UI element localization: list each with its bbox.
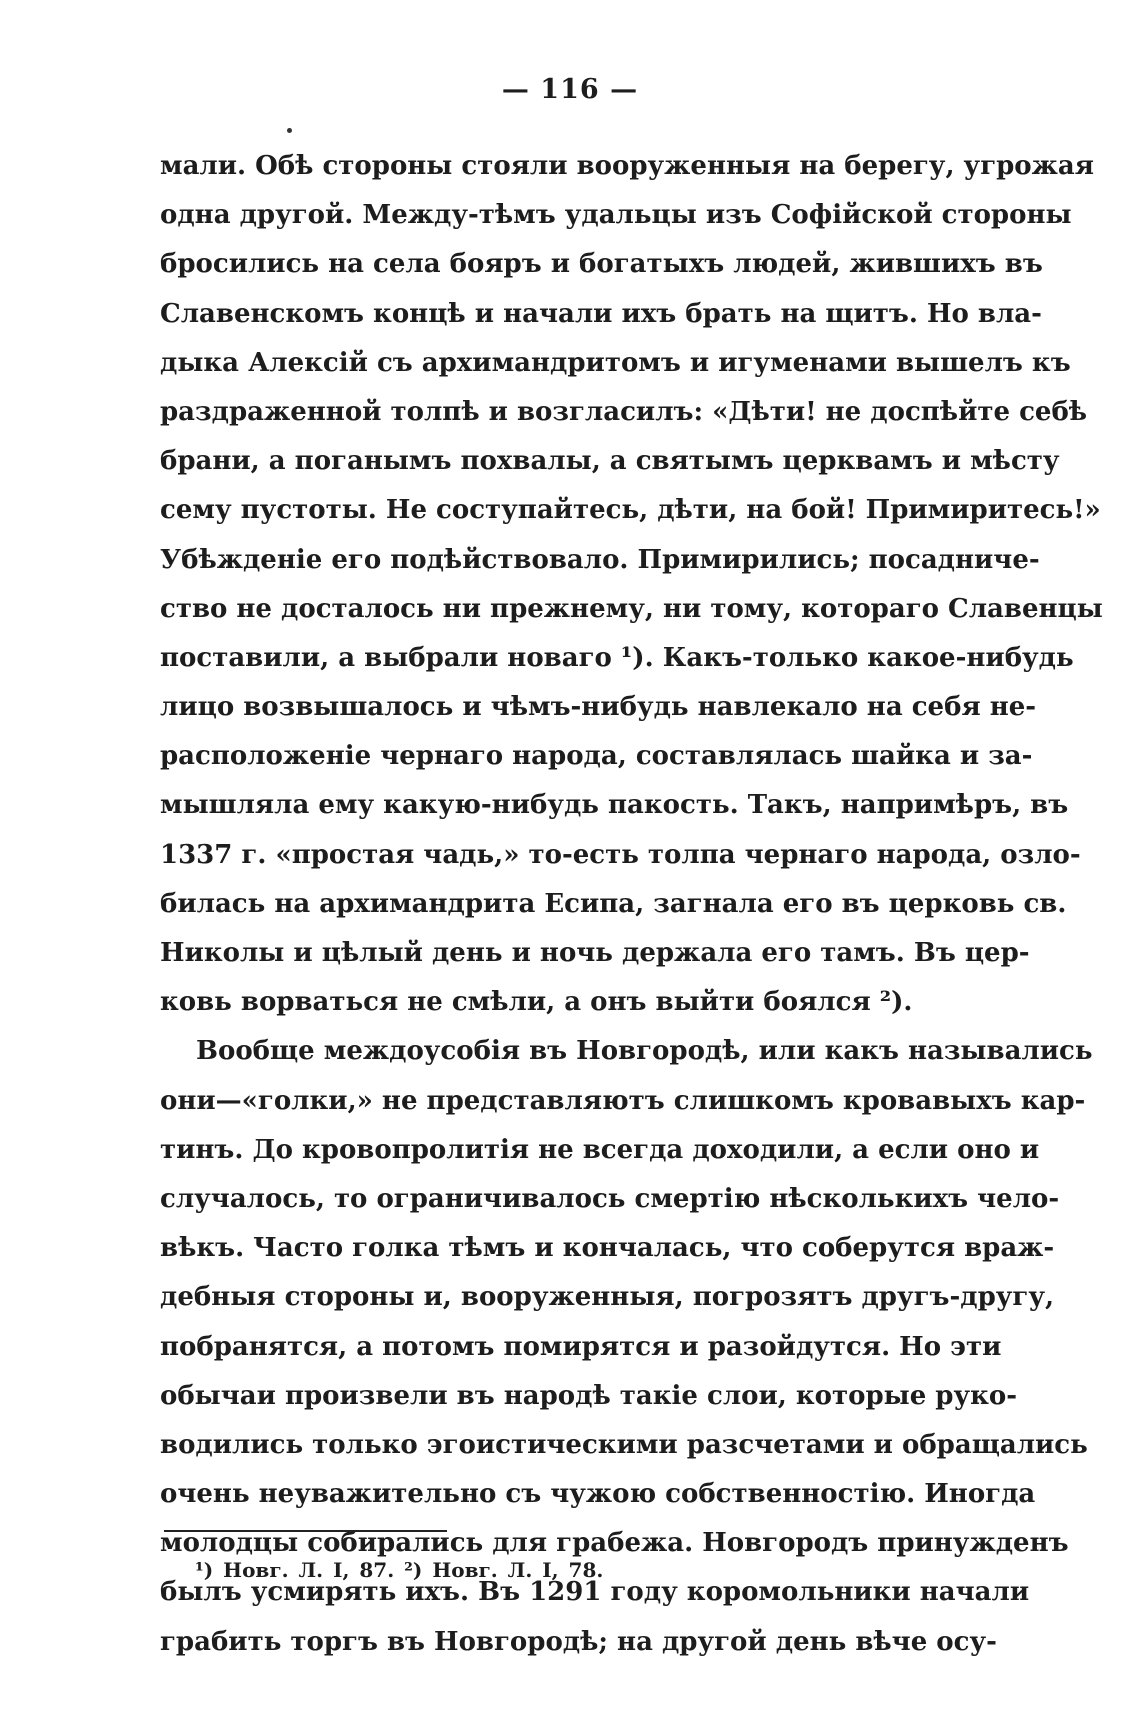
text-line: водились только эгоистическими разсчетами и обращались bbox=[160, 1429, 1088, 1460]
text-line: 1337 г. «простая чадь,» то-есть толпа чернаго народа, озло- bbox=[160, 839, 1081, 870]
text-line: Славенскомъ концѣ и начали ихъ брать на щитъ. Но вла- bbox=[160, 298, 1042, 329]
text-line: молодцы собирались для грабежа. Новгородъ принужденъ bbox=[160, 1528, 1069, 1559]
page-number: — 116 — bbox=[501, 74, 639, 105]
footnotes: ¹) Новг. Л. I, 87. ²) Новг. Л. I, 78. bbox=[195, 1558, 604, 1582]
text-line: лицо возвышалось и чѣмъ-нибудь навлекало на себя не- bbox=[160, 692, 1037, 723]
text-line: мышляла ему какую-нибудь пакость. Такъ, напримѣръ, въ bbox=[160, 790, 1069, 821]
text-line: вѣкъ. Часто голка тѣмъ и кончалась, что соберутся враж- bbox=[160, 1233, 1055, 1264]
text-line: ство не досталось ни прежнему, ни тому, котораго Славенцы bbox=[160, 593, 1103, 624]
text-line: тинъ. До кровопролитія не всегда доходили, а если оно и bbox=[160, 1134, 1040, 1165]
text-line: случалось, то ограничивалось смертію нѣсколькихъ чело- bbox=[160, 1183, 1060, 1214]
text-line: Вообще междоусобія въ Новгородѣ, или какъ назывались bbox=[196, 1036, 1093, 1067]
text-line: расположеніе чернаго народа, составлялась шайка и за- bbox=[160, 741, 1033, 772]
text-line: обычаи произвели въ народѣ такіе слои, которые руко- bbox=[160, 1380, 1018, 1411]
text-line: сему пустоты. Не соступайтесь, дѣти, на бой! Примиритесь!» bbox=[160, 495, 1101, 526]
text-line: раздраженной толпѣ и возгласилъ: «Дѣти! не доспѣйте себѣ bbox=[160, 396, 1088, 427]
text-line: былъ усмирять ихъ. Въ 1291 году коромольники начали bbox=[160, 1577, 1030, 1608]
text-line: одна другой. Между-тѣмъ удальцы изъ Софійской стороны bbox=[160, 200, 1072, 231]
text-line: брани, а поганымъ похвалы, а святымъ церквамъ и мѣсту bbox=[160, 446, 1060, 477]
text-line: они—«голки,» не представляютъ слишкомъ кровавыхъ кар- bbox=[160, 1085, 1086, 1116]
text-line: поставили, а выбрали новаго ¹). Какъ-только какое-нибудь bbox=[160, 642, 1074, 673]
text-line: мали. Обѣ стороны стояли вооруженныя на берегу, угрожая bbox=[160, 151, 1094, 181]
ink-speck bbox=[287, 128, 292, 133]
text-line: ковь ворваться не смѣли, а онъ выйти боялся ²). bbox=[160, 987, 913, 1018]
footnote-divider bbox=[164, 1530, 447, 1532]
text-line: дыка Алексій съ архимандритомъ и игуменами вышелъ къ bbox=[160, 347, 1071, 378]
body-text bbox=[160, 142, 1103, 1667]
text-line: билась на архимандрита Есипа, загнала его въ церковь св. bbox=[160, 888, 1067, 919]
text-line: бросились на села бояръ и богатыхъ людей, жившихъ въ bbox=[160, 249, 1043, 280]
text-line: очень неуважительно съ чужою собственностію. Иногда bbox=[160, 1479, 1036, 1510]
text-line: Убѣжденіе его подѣйствовало. Примирились; посадниче- bbox=[160, 544, 1040, 575]
text-line: дебныя стороны и, вооруженныя, погрозятъ другъ-другу, bbox=[160, 1282, 1055, 1313]
text-line: грабить торгъ въ Новгородѣ; на другой день вѣче осу- bbox=[160, 1626, 997, 1657]
text-line: побранятся, а потомъ помирятся и разойдутся. Но эти bbox=[160, 1331, 1002, 1362]
text-line: Николы и цѣлый день и ночь держала его тамъ. Въ цер- bbox=[160, 938, 1030, 968]
